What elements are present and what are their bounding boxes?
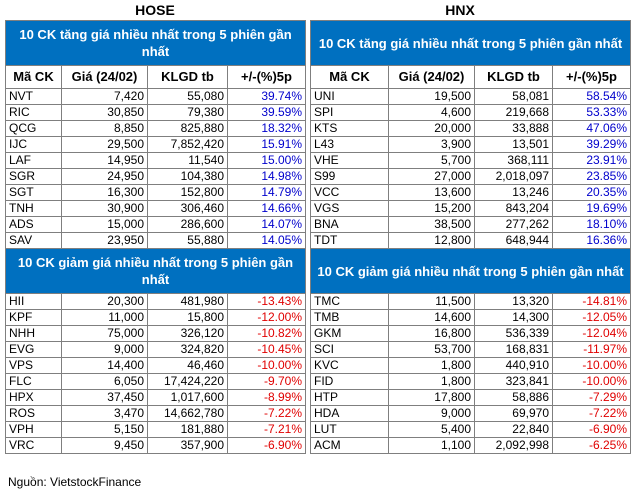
avg-volume: 357,900 <box>148 438 228 454</box>
avg-volume: 55,080 <box>148 89 228 105</box>
avg-volume: 58,886 <box>475 390 553 406</box>
column-header: Giá (24/02) <box>62 66 148 89</box>
stock-code: HPX <box>6 390 62 406</box>
table-row <box>6 89 306 105</box>
table-row <box>311 406 631 422</box>
stock-code: FID <box>311 374 389 390</box>
stock-code: NVT <box>6 89 62 105</box>
stock-code: L43 <box>311 137 389 153</box>
avg-volume: 17,424,220 <box>148 374 228 390</box>
change-percent: -14.81% <box>553 294 631 310</box>
change-percent: -7.21% <box>228 422 306 438</box>
stock-code: NHH <box>6 326 62 342</box>
table-row <box>6 217 306 233</box>
avg-volume: 13,320 <box>475 294 553 310</box>
stock-code: ADS <box>6 217 62 233</box>
stock-code: KPF <box>6 310 62 326</box>
change-percent: -10.00% <box>553 374 631 390</box>
hose-gainers-section-title-row <box>6 21 306 66</box>
column-header: Giá (24/02) <box>389 66 475 89</box>
avg-volume: 825,880 <box>148 121 228 137</box>
table-row <box>6 406 306 422</box>
table-row <box>311 294 631 310</box>
price: 7,420 <box>62 89 148 105</box>
avg-volume: 440,910 <box>475 358 553 374</box>
table-row <box>311 342 631 358</box>
table-row <box>6 438 306 454</box>
change-percent: -9.70% <box>228 374 306 390</box>
stock-code: HDA <box>311 406 389 422</box>
change-percent: 14.07% <box>228 217 306 233</box>
avg-volume: 152,800 <box>148 185 228 201</box>
price: 37,450 <box>62 390 148 406</box>
table-row <box>6 374 306 390</box>
stock-code: BNA <box>311 217 389 233</box>
price: 12,800 <box>389 233 475 249</box>
hnx-gainers-section-title-row <box>311 21 631 66</box>
change-percent: -6.90% <box>228 438 306 454</box>
change-percent: -7.22% <box>553 406 631 422</box>
change-percent: 14.05% <box>228 233 306 249</box>
price: 20,300 <box>62 294 148 310</box>
stock-code: VGS <box>311 201 389 217</box>
price: 4,600 <box>389 105 475 121</box>
change-percent: -10.45% <box>228 342 306 358</box>
change-percent: -7.29% <box>553 390 631 406</box>
stock-code: VHE <box>311 153 389 169</box>
avg-volume: 536,339 <box>475 326 553 342</box>
stock-code: SAV <box>6 233 62 249</box>
stock-code: SGR <box>6 169 62 185</box>
avg-volume: 1,017,600 <box>148 390 228 406</box>
table-row <box>311 121 631 137</box>
avg-volume: 69,970 <box>475 406 553 422</box>
change-percent: 39.59% <box>228 105 306 121</box>
table-row <box>6 185 306 201</box>
price: 1,800 <box>389 374 475 390</box>
stock-code: LAF <box>6 153 62 169</box>
avg-volume: 324,820 <box>148 342 228 358</box>
table-row <box>311 374 631 390</box>
table-row <box>311 153 631 169</box>
hnx-gainers-section-title: 10 CK tăng giá nhiều nhất trong 5 phiên gần nhất <box>311 21 631 66</box>
change-percent: -6.25% <box>553 438 631 454</box>
avg-volume: 481,980 <box>148 294 228 310</box>
table-row <box>311 89 631 105</box>
change-percent: -10.82% <box>228 326 306 342</box>
table-row <box>6 137 306 153</box>
stock-code: GKM <box>311 326 389 342</box>
price: 30,900 <box>62 201 148 217</box>
avg-volume: 286,600 <box>148 217 228 233</box>
price: 29,500 <box>62 137 148 153</box>
column-header: +/-(%)5p <box>553 66 631 89</box>
price: 5,150 <box>62 422 148 438</box>
source-note: Nguồn: VietstockFinance <box>8 475 142 489</box>
stock-code: LUT <box>311 422 389 438</box>
price: 5,400 <box>389 422 475 438</box>
price: 9,000 <box>62 342 148 358</box>
change-percent: 15.91% <box>228 137 306 153</box>
avg-volume: 104,380 <box>148 169 228 185</box>
stock-code: EVG <box>6 342 62 358</box>
hnx-column-header-row <box>311 66 631 89</box>
change-percent: -13.43% <box>228 294 306 310</box>
change-percent: 53.33% <box>553 105 631 121</box>
change-percent: 14.79% <box>228 185 306 201</box>
price: 11,000 <box>62 310 148 326</box>
price: 6,050 <box>62 374 148 390</box>
hose-gainers-section-title: 10 CK tăng giá nhiều nhất trong 5 phiên gần nhất <box>6 21 306 66</box>
stock-code: VRC <box>6 438 62 454</box>
avg-volume: 219,668 <box>475 105 553 121</box>
price: 16,300 <box>62 185 148 201</box>
change-percent: -10.00% <box>228 358 306 374</box>
stock-code: VCC <box>311 185 389 201</box>
avg-volume: 648,944 <box>475 233 553 249</box>
change-percent: -12.04% <box>553 326 631 342</box>
stock-code: ROS <box>6 406 62 422</box>
table-row <box>311 217 631 233</box>
avg-volume: 13,501 <box>475 137 553 153</box>
avg-volume: 843,204 <box>475 201 553 217</box>
table-row <box>311 358 631 374</box>
hose-table <box>5 20 306 454</box>
stock-code: S99 <box>311 169 389 185</box>
table-row <box>311 105 631 121</box>
table-row <box>6 294 306 310</box>
table-row <box>311 438 631 454</box>
stock-code: ACM <box>311 438 389 454</box>
table-row <box>311 201 631 217</box>
price: 75,000 <box>62 326 148 342</box>
change-percent: 15.00% <box>228 153 306 169</box>
table-row <box>6 390 306 406</box>
stock-code: IJC <box>6 137 62 153</box>
change-percent: 23.91% <box>553 153 631 169</box>
hose-title: HOSE <box>135 2 175 18</box>
change-percent: -7.22% <box>228 406 306 422</box>
table-row <box>311 169 631 185</box>
price: 5,700 <box>389 153 475 169</box>
stock-code: TNH <box>6 201 62 217</box>
change-percent: 18.10% <box>553 217 631 233</box>
stock-code: VPH <box>6 422 62 438</box>
price: 14,950 <box>62 153 148 169</box>
change-percent: 18.32% <box>228 121 306 137</box>
avg-volume: 11,540 <box>148 153 228 169</box>
change-percent: 19.69% <box>553 201 631 217</box>
price: 16,800 <box>389 326 475 342</box>
table-row <box>6 105 306 121</box>
avg-volume: 7,852,420 <box>148 137 228 153</box>
avg-volume: 323,841 <box>475 374 553 390</box>
change-percent: -12.05% <box>553 310 631 326</box>
table-row <box>6 233 306 249</box>
table-row <box>6 342 306 358</box>
table-row <box>311 326 631 342</box>
price: 13,600 <box>389 185 475 201</box>
stock-code: UNI <box>311 89 389 105</box>
price: 8,850 <box>62 121 148 137</box>
avg-volume: 368,111 <box>475 153 553 169</box>
table-row <box>311 310 631 326</box>
table-row <box>311 137 631 153</box>
column-header: KLGD tb <box>148 66 228 89</box>
change-percent: 23.85% <box>553 169 631 185</box>
avg-volume: 168,831 <box>475 342 553 358</box>
price: 3,470 <box>62 406 148 422</box>
avg-volume: 181,880 <box>148 422 228 438</box>
price: 17,800 <box>389 390 475 406</box>
hnx-losers-section-title: 10 CK giảm giá nhiều nhất trong 5 phiên gần nhất <box>311 249 631 294</box>
table-row <box>311 185 631 201</box>
price: 3,900 <box>389 137 475 153</box>
change-percent: 39.74% <box>228 89 306 105</box>
price: 19,500 <box>389 89 475 105</box>
table-row <box>311 422 631 438</box>
avg-volume: 2,092,998 <box>475 438 553 454</box>
stock-code: HII <box>6 294 62 310</box>
avg-volume: 15,800 <box>148 310 228 326</box>
avg-volume: 58,081 <box>475 89 553 105</box>
stock-code: SPI <box>311 105 389 121</box>
hnx-losers-section-title-row <box>311 249 631 294</box>
table-row <box>311 233 631 249</box>
column-header: Mã CK <box>311 66 389 89</box>
avg-volume: 326,120 <box>148 326 228 342</box>
avg-volume: 14,300 <box>475 310 553 326</box>
price: 15,200 <box>389 201 475 217</box>
table-row <box>6 422 306 438</box>
change-percent: -10.00% <box>553 358 631 374</box>
price: 24,950 <box>62 169 148 185</box>
table-row <box>6 169 306 185</box>
price: 30,850 <box>62 105 148 121</box>
change-percent: 14.98% <box>228 169 306 185</box>
hnx-title: HNX <box>445 2 475 18</box>
hose-column-header-row <box>6 66 306 89</box>
price: 15,000 <box>62 217 148 233</box>
avg-volume: 2,018,097 <box>475 169 553 185</box>
table-row <box>311 390 631 406</box>
stock-code: TDT <box>311 233 389 249</box>
avg-volume: 33,888 <box>475 121 553 137</box>
price: 20,000 <box>389 121 475 137</box>
price: 14,400 <box>62 358 148 374</box>
price: 9,000 <box>389 406 475 422</box>
avg-volume: 13,246 <box>475 185 553 201</box>
price: 11,500 <box>389 294 475 310</box>
price: 38,500 <box>389 217 475 233</box>
table-row <box>6 121 306 137</box>
change-percent: -6.90% <box>553 422 631 438</box>
stock-code: QCG <box>6 121 62 137</box>
table-row <box>6 358 306 374</box>
change-percent: 14.66% <box>228 201 306 217</box>
stock-code: SGT <box>6 185 62 201</box>
stock-code: FLC <box>6 374 62 390</box>
stock-code: HTP <box>311 390 389 406</box>
avg-volume: 14,662,780 <box>148 406 228 422</box>
avg-volume: 306,460 <box>148 201 228 217</box>
stock-code: KTS <box>311 121 389 137</box>
avg-volume: 277,262 <box>475 217 553 233</box>
price: 9,450 <box>62 438 148 454</box>
table-row <box>6 153 306 169</box>
avg-volume: 22,840 <box>475 422 553 438</box>
price: 27,000 <box>389 169 475 185</box>
change-percent: -11.97% <box>553 342 631 358</box>
column-header: KLGD tb <box>475 66 553 89</box>
price: 1,100 <box>389 438 475 454</box>
column-header: +/-(%)5p <box>228 66 306 89</box>
change-percent: 20.35% <box>553 185 631 201</box>
price: 14,600 <box>389 310 475 326</box>
table-row <box>6 310 306 326</box>
column-header: Mã CK <box>6 66 62 89</box>
table-row <box>6 326 306 342</box>
stock-code: RIC <box>6 105 62 121</box>
change-percent: 16.36% <box>553 233 631 249</box>
avg-volume: 79,380 <box>148 105 228 121</box>
stock-code: TMB <box>311 310 389 326</box>
change-percent: 58.54% <box>553 89 631 105</box>
avg-volume: 55,880 <box>148 233 228 249</box>
change-percent: 47.06% <box>553 121 631 137</box>
hose-losers-section-title-row <box>6 249 306 294</box>
price: 53,700 <box>389 342 475 358</box>
change-percent: -12.00% <box>228 310 306 326</box>
price: 1,800 <box>389 358 475 374</box>
stock-code: VPS <box>6 358 62 374</box>
stock-code: KVC <box>311 358 389 374</box>
price: 23,950 <box>62 233 148 249</box>
hnx-table <box>310 20 631 454</box>
change-percent: 39.29% <box>553 137 631 153</box>
table-row <box>6 201 306 217</box>
stock-code: TMC <box>311 294 389 310</box>
avg-volume: 46,460 <box>148 358 228 374</box>
stock-code: SCI <box>311 342 389 358</box>
change-percent: -8.99% <box>228 390 306 406</box>
hose-losers-section-title: 10 CK giảm giá nhiều nhất trong 5 phiên gần nhất <box>6 249 306 294</box>
